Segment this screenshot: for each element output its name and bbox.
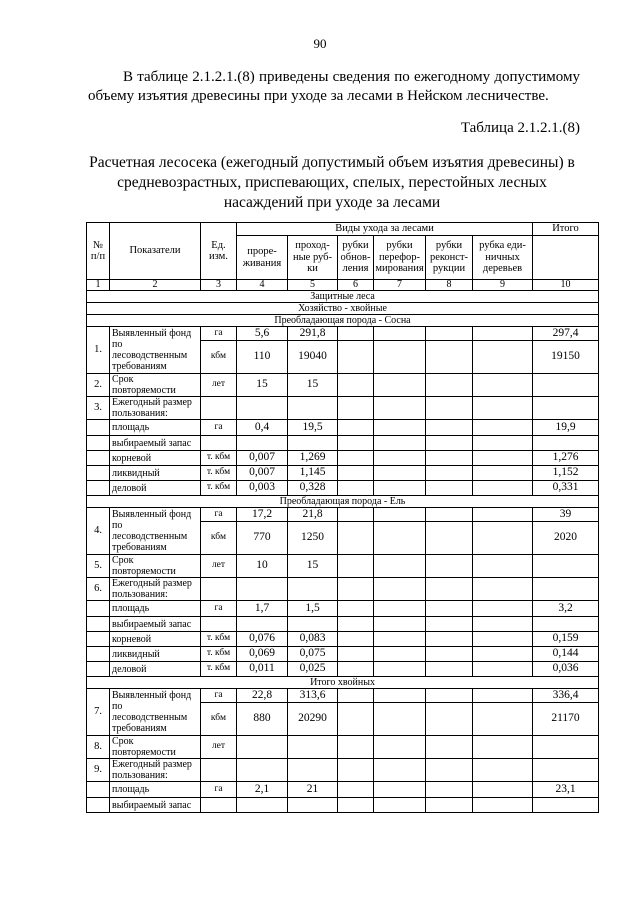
cell-value: 1,7	[237, 601, 288, 617]
row-number: 4.	[87, 508, 110, 555]
row-number: 3.	[87, 397, 110, 420]
colnum: 8	[426, 280, 473, 291]
area-label: площадь	[110, 420, 201, 436]
header-indicator: Показатели	[110, 223, 201, 280]
cell-value: 5,6	[237, 327, 288, 341]
annual-label: Ежегодный размер пользования:	[110, 578, 201, 601]
cell-total: 19150	[533, 341, 599, 374]
cell-value: 15	[288, 555, 338, 578]
section-total-coniferous: Итого хвойных	[87, 677, 599, 689]
header-num: № п/п	[87, 223, 110, 280]
row-number: 6.	[87, 578, 110, 601]
unit-let: лет	[201, 736, 237, 759]
unit-tkbm: т. кбм	[201, 481, 237, 496]
cell-value: 1,269	[288, 451, 338, 466]
cell-value: 20290	[288, 703, 338, 736]
row-number: 9.	[87, 759, 110, 782]
intro-paragraph: В таблице 2.1.2.1.(8) приведены сведения по ежегодному допустимому объему изъятия древесины при уходе за лесами в Нейском лесничестве.	[88, 69, 580, 104]
section-coniferous: Хозяйство - хвойные	[87, 303, 599, 315]
header-total: Итого	[533, 223, 599, 236]
cell-value: 17,2	[237, 508, 288, 522]
row-number: 1.	[87, 327, 110, 374]
column-numbers-row	[87, 280, 599, 291]
unit-kbm: кбм	[201, 522, 237, 555]
cell-value: 15	[288, 374, 338, 397]
cell-value: 15	[237, 374, 288, 397]
period-label: Срок повторяемости	[110, 374, 201, 397]
section-spruce: Преобладающая порода - Ель	[87, 496, 599, 508]
header-types-group: Виды ухода за лесами	[237, 223, 533, 236]
root-label: корневой	[110, 632, 201, 647]
unit-tkbm: т. кбм	[201, 662, 237, 677]
unit-let: лет	[201, 555, 237, 578]
unit-tkbm: т. кбм	[201, 647, 237, 662]
fund-label: Выявленный фонд по лесоводственным требованиям	[110, 689, 201, 736]
colnum: 10	[533, 280, 599, 291]
header-reformation-cut: рубки перефор-мирования	[374, 236, 426, 280]
cell-value: 0,075	[288, 647, 338, 662]
cell-total: 1,152	[533, 466, 599, 481]
cell-total: 336,4	[533, 689, 599, 703]
colnum: 3	[201, 280, 237, 291]
table-title: Расчетная лесосека (ежегодный допустимый объем изъятия древесины) в средневозрастных, приспевающих, спелых, перестойных лесных насаждений при уходе за лесами	[89, 154, 575, 211]
row-number: 8.	[87, 736, 110, 759]
stock-label: выбираемый запас	[110, 617, 201, 632]
unit-kbm: кбм	[201, 703, 237, 736]
cell-value: 19040	[288, 341, 338, 374]
section-protective-forests: Защитные леса	[87, 291, 599, 303]
liquid-label: ликвидный	[110, 647, 201, 662]
cell-value: 10	[237, 555, 288, 578]
header-renewal-cut: рубки обнов-ления	[338, 236, 374, 280]
page-number: 90	[313, 36, 327, 51]
cell-value: 1250	[288, 522, 338, 555]
unit-tkbm: т. кбм	[201, 632, 237, 647]
cell-value: 0,083	[288, 632, 338, 647]
cell-value: 1,5	[288, 601, 338, 617]
header-reconstruction-cut: рубки реконст-рукции	[426, 236, 473, 280]
row-number: 5.	[87, 555, 110, 578]
unit-tkbm: т. кбм	[201, 466, 237, 481]
row-number: 2.	[87, 374, 110, 397]
cell-total: 297,4	[533, 327, 599, 341]
root-label: корневой	[110, 451, 201, 466]
period-label: Срок повторяемости	[110, 736, 201, 759]
unit-ha: га	[201, 420, 237, 436]
cell-value: 0,025	[288, 662, 338, 677]
unit-ha: га	[201, 601, 237, 617]
colnum: 6	[338, 280, 374, 291]
cell-value: 19,5	[288, 420, 338, 436]
stock-label: выбираемый запас	[110, 436, 201, 451]
annual-label: Ежегодный размер пользования:	[110, 759, 201, 782]
header-unit: Ед. изм.	[201, 223, 237, 280]
table-label: Таблица 2.1.2.1.(8)	[460, 120, 580, 136]
cell-value: 0,4	[237, 420, 288, 436]
colnum: 9	[473, 280, 533, 291]
cell-value: 291,8	[288, 327, 338, 341]
cell-value: 22,8	[237, 689, 288, 703]
unit-ha: га	[201, 689, 237, 703]
cell-value: 770	[237, 522, 288, 555]
area-label: площадь	[110, 782, 201, 798]
annual-label: Ежегодный размер пользования:	[110, 397, 201, 420]
cell-total: 0,144	[533, 647, 599, 662]
cell-total: 0,036	[533, 662, 599, 677]
cell-total: 23,1	[533, 782, 599, 798]
colnum: 4	[237, 280, 288, 291]
cell-total: 21170	[533, 703, 599, 736]
stock-label: выбираемый запас	[110, 798, 201, 813]
cell-value: 0,328	[288, 481, 338, 496]
cell-total: 0,159	[533, 632, 599, 647]
cell-total: 2020	[533, 522, 599, 555]
unit-tkbm: т. кбм	[201, 451, 237, 466]
cell-value: 0,003	[237, 481, 288, 496]
cell-value: 313,6	[288, 689, 338, 703]
cell-value: 0,007	[237, 451, 288, 466]
cell-value: 0,076	[237, 632, 288, 647]
cell-total: 0,331	[533, 481, 599, 496]
unit-kbm: кбм	[201, 341, 237, 374]
fund-label: Выявленный фонд по лесоводственным требованиям	[110, 508, 201, 555]
unit-ha: га	[201, 327, 237, 341]
unit-let: лет	[201, 374, 237, 397]
header-passage-cut: проход-ные руб-ки	[288, 236, 338, 280]
cell-value: 0,011	[237, 662, 288, 677]
cell-total: 3,2	[533, 601, 599, 617]
cell-total: 19,9	[533, 420, 599, 436]
cell-value: 2,1	[237, 782, 288, 798]
colnum: 1	[87, 280, 110, 291]
period-label: Срок повторяемости	[110, 555, 201, 578]
cell-value: 0,069	[237, 647, 288, 662]
unit-ha: га	[201, 782, 237, 798]
row-number: 7.	[87, 689, 110, 736]
cell-value: 1,145	[288, 466, 338, 481]
section-pine: Преобладающая порода - Сосна	[87, 315, 599, 327]
lesoseka-table	[86, 222, 599, 813]
business-label: деловой	[110, 481, 201, 496]
unit-ha: га	[201, 508, 237, 522]
colnum: 5	[288, 280, 338, 291]
header-total-empty	[533, 236, 599, 280]
cell-value: 110	[237, 341, 288, 374]
cell-value: 21	[288, 782, 338, 798]
fund-label: Выявленный фонд по лесоводственным требованиям	[110, 327, 201, 374]
business-label: деловой	[110, 662, 201, 677]
liquid-label: ликвидный	[110, 466, 201, 481]
area-label: площадь	[110, 601, 201, 617]
colnum: 7	[374, 280, 426, 291]
colnum: 2	[110, 280, 201, 291]
cell-value: 21,8	[288, 508, 338, 522]
cell-total: 39	[533, 508, 599, 522]
cell-total: 1,276	[533, 451, 599, 466]
header-single-tree-cut: рубка еди-ничных деревьев	[473, 236, 533, 280]
header-thinning: проре-живания	[237, 236, 288, 280]
cell-value: 0,007	[237, 466, 288, 481]
cell-value: 880	[237, 703, 288, 736]
